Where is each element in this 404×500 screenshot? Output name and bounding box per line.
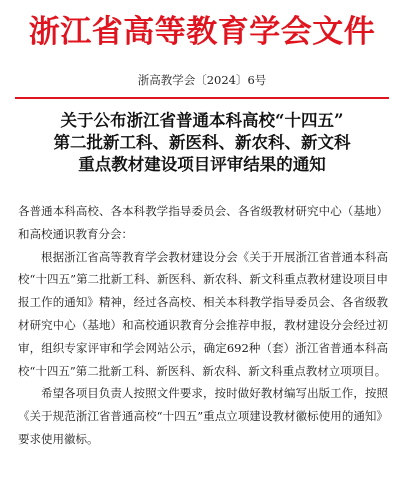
document-number: 浙高教学会〔2024〕6号 <box>137 73 267 87</box>
body-paragraph-1: 根据浙江省高等教育学会教材建设分会《关于开展浙江省普通本科高校“十四五”第二批新工科、新医科、新农科、新文科重点教材建设项目申报工作的通知》精神，经过各高校、相关本科教学指导委员会、各省级教材研究中心（基地）和高校通识教育分会推荐申报，教材建设分会经过初审，组织专家评审和学会网站公示，确定692种（套）浙江省普通本科高校“十四五”第二批新工科、新医科、新农科、新文科重点教材立项项目。 <box>18 249 388 378</box>
notice-title-line-3: 重点教材建设项目评审结果的通知 <box>78 155 326 174</box>
addressee: 各普通本科高校、各本科教学指导委员会、各省级教材研究中心（基地）和高校通识教育分会： <box>18 204 388 241</box>
notice-title <box>0 110 404 176</box>
notice-body <box>18 200 388 451</box>
red-divider <box>15 97 389 99</box>
notice-title-line-1: 关于公布浙江省普通本科高校“十四五” <box>60 111 344 130</box>
notice-title-line-2: 第二批新工科、新医科、新农科、新文科 <box>53 133 351 152</box>
body-paragraph-2: 希望各项目负责人按照文件要求，按时做好教材编写出版工作，按照《关于规范浙江省普通高校“十四五”重点立项建设教材徽标使用的通知》要求使用徽标。 <box>18 386 388 446</box>
document-header-title: 浙江省高等教育学会文件 <box>28 14 376 50</box>
